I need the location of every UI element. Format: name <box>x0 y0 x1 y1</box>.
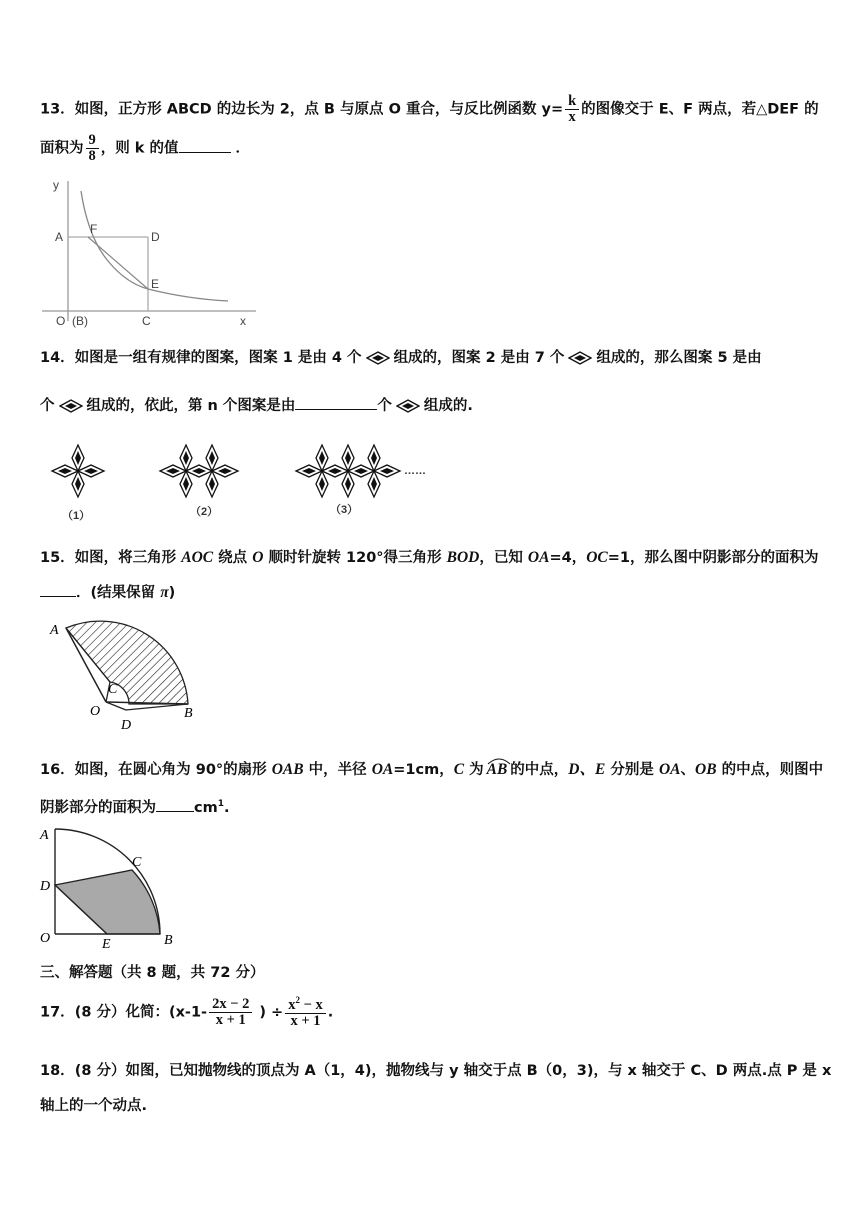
q15-text-g: ．(结果保留 <box>76 585 161 601</box>
q17-text-b: ) ÷ <box>254 1004 284 1021</box>
q18-line-2: 轴上的一个动点. <box>40 1098 148 1114</box>
segment-OD <box>106 702 126 710</box>
q15-var-oc: OC <box>586 549 608 566</box>
frac-numerator: 2x − 2 <box>209 997 252 1013</box>
label-A: A <box>50 623 59 638</box>
q16-var-oa: OA <box>371 761 394 778</box>
q16-text-h: 的中点，则图中 <box>716 762 824 778</box>
q14-text-b: 组成的，图案 2 是由 7 个 <box>393 350 565 366</box>
segment-DB <box>126 704 188 710</box>
rhombus-icon <box>568 351 592 365</box>
q14-line-2 <box>40 394 473 415</box>
q15-text-b: 绕点 <box>213 550 253 566</box>
label-D: D <box>121 718 132 733</box>
q18-text-a: (8 分）如图，已知抛物线的顶点为 A（1，4)，抛物线与 y 轴交于点 B（0，3)，与 x 轴交于 C、D 两点.点 P 是 x <box>74 1063 832 1079</box>
q18-number: 18． <box>40 1063 75 1079</box>
pattern-ellipsis: …… <box>404 465 426 477</box>
q18-line-1 <box>40 1059 831 1080</box>
label-A: A <box>55 230 64 244</box>
rhombus-icon <box>396 399 420 413</box>
q17-text-a: (8 分）化简：(x-1- <box>74 1004 208 1021</box>
frac-numerator: k <box>565 94 579 110</box>
pattern-1 <box>52 445 104 497</box>
q15-text-e: =4， <box>549 550 587 566</box>
label-E: E <box>102 937 111 951</box>
frac-num-rest: − x <box>299 996 323 1013</box>
q13-text-a: 如图，正方形 ABCD 的边长为 2，点 B 与原点 O 重合，与反比例函数 y= <box>74 101 564 118</box>
q16-line-1 <box>40 757 823 779</box>
q17-text-c: . <box>327 1004 334 1021</box>
q13-text-b: 的图像交于 E、F 两点，若△DEF 的 <box>581 101 819 118</box>
q16-var-ob: OB <box>695 761 717 778</box>
q16-unit-sup: 1 <box>217 799 224 810</box>
pattern-label-1: （1） <box>62 510 91 522</box>
q15-answer-blank[interactable] <box>40 596 76 597</box>
q14-text-g: 组成的. <box>423 398 473 414</box>
frac-numerator <box>285 996 326 1014</box>
label-A: A <box>40 828 49 843</box>
q16-var-arc-label: AB <box>486 761 508 778</box>
q16-text-d: 为 <box>464 762 484 778</box>
label-C: C <box>142 314 151 328</box>
label-B: B <box>164 933 173 948</box>
q13-text-c: 面积为 <box>40 140 84 157</box>
q13-line-2 <box>40 133 250 164</box>
pattern-3 <box>296 445 400 497</box>
q16-arc-ab <box>487 761 508 779</box>
q16-text-g: 、 <box>680 762 695 778</box>
q16-var-oab: OAB <box>271 761 304 778</box>
q15-number: 15． <box>40 550 75 566</box>
label-C: C <box>108 682 118 697</box>
arc-symbol-icon <box>487 757 511 765</box>
q13-area-fraction <box>86 133 99 164</box>
q16-text-f: 分别是 <box>605 762 659 778</box>
q15-figure <box>44 614 204 734</box>
q15-var-aoc: AOC <box>181 549 214 566</box>
q16-unit: cm <box>194 800 218 816</box>
q16-text-i: 阴影部分的面积为 <box>40 800 156 816</box>
frac-denominator: x + 1 <box>215 1012 246 1029</box>
q14-patterns-figure <box>40 437 440 527</box>
q13-number: 13． <box>40 101 75 118</box>
q16-text-c: =1cm， <box>393 762 454 778</box>
q16-figure <box>36 826 186 951</box>
pattern-label-2: （2） <box>190 506 219 518</box>
frac-denominator: 8 <box>88 148 96 165</box>
q16-text-k: . <box>223 800 230 816</box>
frac-denominator: x <box>568 109 576 126</box>
q15-var-o: O <box>252 549 264 566</box>
label-F: F <box>90 222 98 236</box>
q13-answer-blank[interactable] <box>179 152 231 153</box>
q16-text-e: 的中点， <box>510 762 569 778</box>
q14-text-a: 如图是一组有规律的图案，图案 1 是由 4 个 <box>74 350 362 366</box>
q16-text-b: 中，半径 <box>303 762 372 778</box>
q15-text-h: ) <box>168 585 176 601</box>
label-y: y <box>53 178 59 192</box>
frac-numerator: 9 <box>86 133 99 149</box>
q15-text-a: 如图，将三角形 <box>74 550 182 566</box>
q14-text-c: 组成的，那么图案 5 是由 <box>596 350 762 366</box>
q15-text-c: 顺时针旋转 120°得三角形 <box>263 550 447 566</box>
q15-var-bod: BOD <box>446 549 480 566</box>
pattern-2 <box>160 445 238 497</box>
q15-line-1 <box>40 546 819 567</box>
q16-text-a: 如图，在圆心角为 90°的扇形 <box>74 762 272 778</box>
q17-fraction-2 <box>285 996 326 1029</box>
rhombus-icon <box>366 351 390 365</box>
frac-denominator: x + 1 <box>290 1013 321 1030</box>
q15-var-oa: OA <box>527 549 550 566</box>
q16-answer-blank[interactable] <box>156 811 194 812</box>
label-E: E <box>151 277 160 291</box>
pattern-label-3: （3） <box>330 504 359 516</box>
label-C: C <box>132 855 142 870</box>
q14-line-1 <box>40 346 762 367</box>
rhombus-icon <box>59 399 83 413</box>
label-x: x <box>240 314 246 328</box>
q16-var-de: D、E <box>568 761 606 778</box>
q16-var-c: C <box>453 761 465 778</box>
frac-num-exponent: 2 <box>295 995 300 1005</box>
q14-answer-blank[interactable] <box>295 409 377 410</box>
label-O: O <box>90 704 101 719</box>
label-D: D <box>40 879 51 894</box>
q15-line-2 <box>40 581 175 602</box>
q14-number: 14． <box>40 350 75 366</box>
q17-fraction-1 <box>209 997 252 1028</box>
q15-text-d: ，已知 <box>479 550 528 566</box>
q16-line-2 <box>40 796 230 817</box>
q15-pi: π <box>160 584 169 601</box>
label-D: D <box>151 230 160 244</box>
q13-fraction-k-over-x <box>565 94 579 125</box>
q14-text-f: 个 <box>377 398 392 414</box>
q13-line-1 <box>40 94 819 125</box>
q15-text-f: =1，那么图中阴影部分的面积为 <box>607 550 819 566</box>
q13-figure <box>38 173 268 333</box>
label-B: (B) <box>72 314 88 328</box>
q16-number: 16． <box>40 762 75 778</box>
q17-line <box>40 996 333 1029</box>
q14-text-d: 个 <box>40 398 55 414</box>
q16-var-oa2: OA <box>658 761 681 778</box>
q13-text-d: ，则 k 的值 <box>100 140 179 157</box>
q17-number: 17． <box>40 1004 75 1021</box>
label-O: O <box>40 931 51 946</box>
label-O: O <box>56 314 66 328</box>
frac-num-x: x <box>288 996 296 1013</box>
section-3-title: 三、解答题（共 8 题，共 72 分） <box>40 965 265 981</box>
q14-text-e: 组成的，依此，第 n 个图案是由 <box>86 398 296 414</box>
q13-text-e: ． <box>230 140 251 157</box>
label-B: B <box>184 706 193 721</box>
